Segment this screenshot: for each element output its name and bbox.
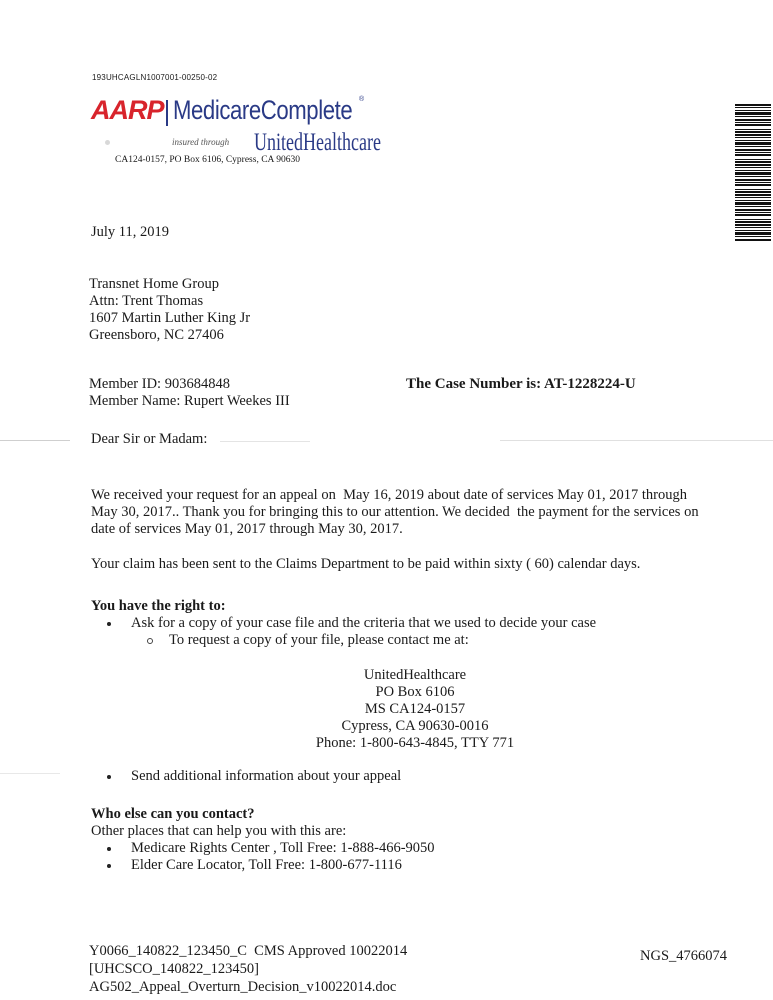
footer-line: [UHCSCO_140822_123450] [89,961,259,977]
footer-codes [89,942,407,996]
bullet-icon [107,847,111,851]
letter-date: July 11, 2019 [91,224,170,240]
recipient-line: Attn: Trent Thomas [89,293,204,309]
contacts-heading: Who else can you contact? [91,806,255,822]
body-line: date of services May 01, 2017 through May 30, 2017. [91,521,403,537]
barcode-bar [735,124,771,126]
contacts-intro: Other places that can help you with this are: [91,823,347,839]
barcode-bar [735,209,771,211]
aarp-logo-text: AARP [91,95,164,125]
ngs-code: NGS_4766074 [640,948,728,964]
recipient-address [89,276,250,344]
recipient-line: Transnet Home Group [89,276,219,292]
barcode-bar [735,142,771,145]
recipient-line: 1607 Martin Luther King Jr [89,310,251,326]
barcode-bar [735,110,771,111]
contact-address-line: PO Box 6106 [375,684,455,700]
barcode-bar [735,116,771,117]
scan-artifact [0,440,70,441]
contact-phone: Phone: 1-800-643-4845, TTY 771 [315,735,515,751]
barcode-bar [735,224,771,226]
scan-artifact [500,440,773,441]
barcode-bar [735,159,771,160]
insured-through-text: insured through [172,137,230,147]
barcode-bar [735,191,771,193]
barcode-icon [735,104,771,242]
unitedhealthcare-logo-text: UnitedHealthcare [254,129,381,156]
barcode-bar [735,122,771,123]
body-paragraph-1 [91,487,699,538]
barcode-bar [735,107,771,108]
recipient-line: Greensboro, NC 27406 [89,327,224,343]
barcode-bar [735,202,771,205]
barcode-bar [735,164,771,166]
barcode-bar [735,104,771,106]
barcode-bar [735,112,771,115]
aarp-medicarecomplete-logo [91,95,381,129]
barcode-bar [735,119,771,121]
barcode-bar [735,129,771,130]
barcode-bar [735,146,771,147]
member-id: Member ID: 903684848 [89,376,230,392]
barcode-bar [735,152,771,153]
case-number: The Case Number is: AT-1228224-U [406,376,636,392]
contacts-item-text: Elder Care Locator, Toll Free: 1-800-677-1116 [131,857,402,873]
barcode-bar [735,230,771,231]
member-info [89,376,290,410]
barcode-bar [735,214,771,216]
rights-item-text: Ask for a copy of your case file and the criteria that we used to decide your case [131,615,597,631]
salutation: Dear Sir or Madam: [91,431,208,447]
barcode-bar [735,154,771,156]
contacts-item-text: Medicare Rights Center , Toll Free: 1-888-466-9050 [131,840,435,856]
document-id: 193UHCAGLN1007001-00250-02 [92,73,218,82]
barcode-bar [735,197,771,198]
contact-address-line: UnitedHealthcare [363,667,467,683]
medicarecomplete-logo-text: MedicareComplete [173,95,353,125]
contact-address-line: MS CA124-0157 [364,701,466,717]
rights-heading: You have the right to: [91,598,226,614]
barcode-bar [735,232,771,235]
rights-list-item [107,768,401,785]
rights-subitem-text: To request a copy of your file, please contact me at: [169,632,469,648]
contact-address-line: Cypress, CA 90630-0016 [341,718,489,734]
barcode-bar [735,219,771,220]
barcode-bar [735,200,771,201]
barcode-bar [735,176,771,177]
scan-artifact [0,773,60,774]
barcode-bar [735,134,771,136]
barcode-bar [735,131,771,133]
rights-list-item [107,615,596,632]
return-address: CA124-0157, PO Box 6106, Cypress, CA 90630 [115,155,300,165]
barcode-bar [735,172,771,175]
barcode-bar [735,170,771,171]
barcode-bar [735,239,771,241]
body-paragraph-2: Your claim has been sent to the Claims Department to be paid within sixty ( 60) calendar days. [91,556,641,572]
scan-artifact [220,441,310,442]
barcode-bar [735,140,771,141]
contacts-list-item [107,857,402,874]
rights-sublist-item [147,632,469,649]
barcode-bar [735,179,771,181]
rights-item-text: Send additional information about your appeal [131,768,402,784]
barcode-bar [735,167,771,168]
barcode-bar [735,194,771,196]
barcode-bar [735,189,771,190]
barcode-bar [735,161,771,163]
body-line: May 30, 2017.. Thank you for bringing this to our attention. We decided the payment for the services on [91,504,699,520]
barcode-bar [735,236,771,237]
circle-bullet-icon [147,638,153,644]
contact-address [280,667,550,752]
logo-divider [166,100,168,126]
barcode-bar [735,184,771,186]
logo-dot-icon [105,140,110,145]
footer-line: AG502_Appeal_Overturn_Decision_v10022014.doc [89,979,397,995]
bullet-icon [107,775,111,779]
barcode-bar [735,206,771,207]
barcode-bar [735,149,771,151]
barcode-bar [735,227,771,228]
bullet-icon [107,622,111,626]
barcode-bar [735,212,771,213]
barcode-bar [735,221,771,223]
contacts-list-item [107,840,435,857]
barcode-bar [735,137,771,138]
registered-mark-icon: ® [359,96,365,103]
body-line: We received your request for an appeal on May 16, 2019 about date of services May 01, 2017 through [91,487,687,503]
member-name: Member Name: Rupert Weekes III [89,393,290,409]
bullet-icon [107,864,111,868]
footer-line: Y0066_140822_123450_C CMS Approved 10022014 [89,943,408,959]
barcode-bar [735,182,771,183]
